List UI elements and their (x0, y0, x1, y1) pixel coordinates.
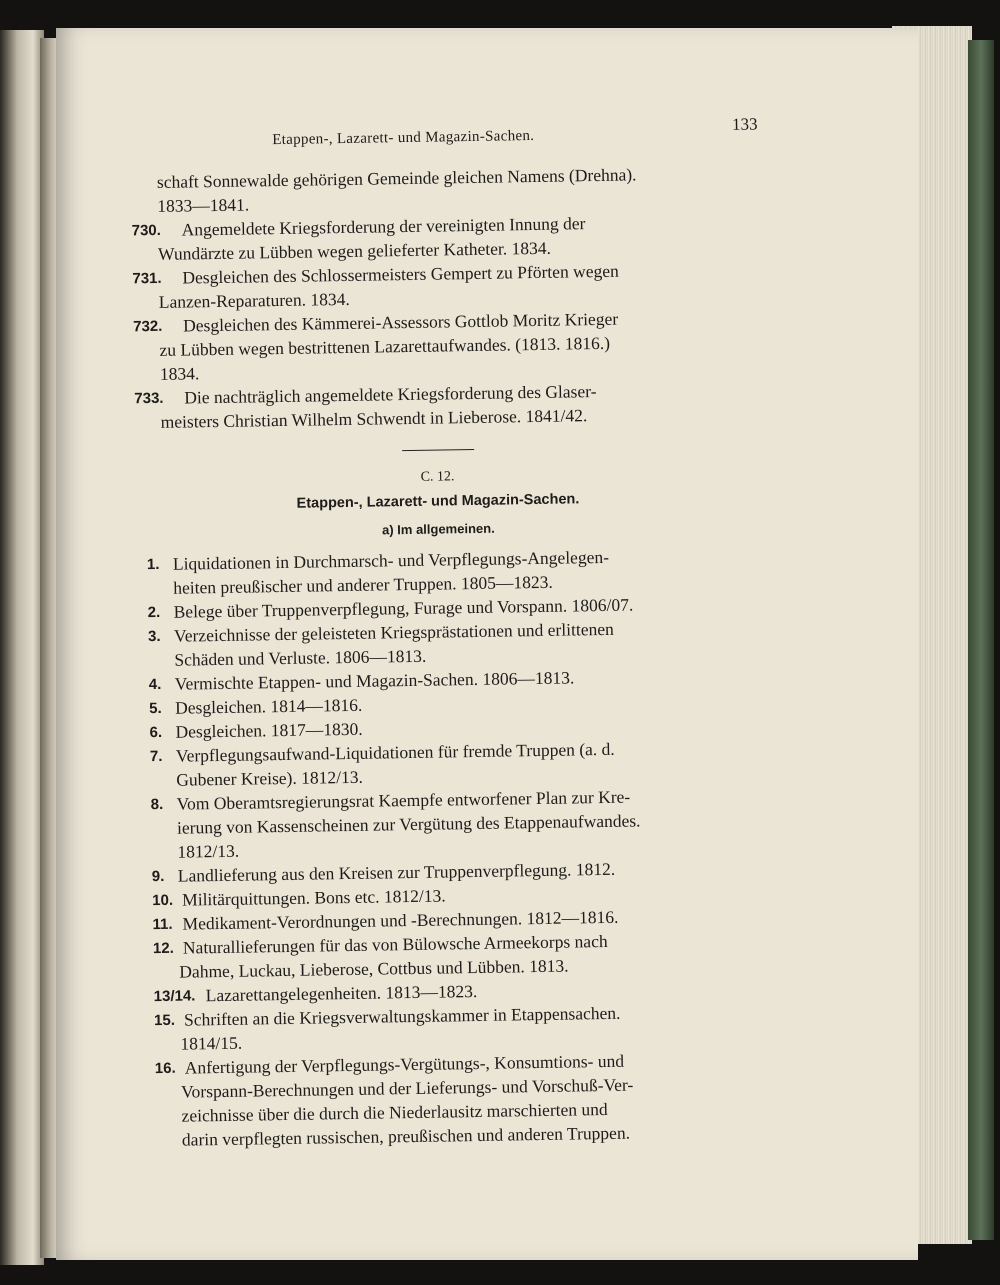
entry-line: Schäden und Verluste. 1806—1813. (174, 645, 427, 670)
entry-number: 16. (154, 1059, 176, 1078)
entry-line: Lanzen-Reparaturen. 1834. (158, 288, 350, 312)
entry-number: 7. (149, 747, 163, 766)
entry-line: Naturallieferungen für das von Bülowsche Armeekorps nach (182, 930, 608, 958)
entry-line: Anfertigung der Verpflegungs-Vergütungs-, Konsumtions- und (184, 1050, 625, 1078)
entry-line: Die nachträglich angemeldete Kriegsforderung des Glaser- (184, 381, 597, 408)
entry-line: Medikament-Verordnungen und -Berechnungen. 1812—1816. (182, 906, 619, 934)
entry-line: Verzeichnisse der geleisteten Kriegsprästationen und erlittenen (173, 618, 614, 646)
entry-number: 11. (152, 915, 173, 934)
entry-line: Desgleichen des Schlossermeisters Gempert zu Pförten wegen (182, 260, 619, 288)
entry-line: Angemeldete Kriegsforderung der vereinigten Innung der (181, 213, 586, 240)
entry-number: 2. (147, 603, 161, 622)
entry-line: Desgleichen. 1814—1816. (175, 694, 363, 718)
entry-line: Desgleichen. 1817—1830. (175, 718, 363, 742)
entry-number: 6. (149, 723, 163, 742)
entry-line: Liquidationen in Durchmarsch- und Verpflegungs-Angelegen- (172, 546, 610, 574)
entry-number: 5. (149, 699, 162, 718)
page-number: 133 (731, 114, 758, 134)
entry-number: 12. (152, 939, 174, 958)
entry-line: 1814/15. (180, 1032, 243, 1054)
entry-line: meisters Christian Wilhelm Schwendt in Lieberose. 1841/42. (160, 405, 588, 432)
entry-number: 730. (131, 221, 162, 240)
entry-line: darin verpflegten russischen, preußischen und anderen Truppen. (181, 1122, 631, 1150)
entry-line: Vermischte Etappen- und Magazin-Sachen. 1806—1813. (174, 667, 575, 694)
entry-line: Landlieferung aus den Kreisen zur Truppenverpflegung. 1812. (177, 858, 616, 886)
entry-line: heiten preußischer und anderer Truppen. 1805—1823. (173, 571, 553, 598)
section-divider (402, 449, 474, 451)
entry-line: Dahme, Luckau, Lieberose, Cottbus und Lübben. 1813. (179, 955, 569, 982)
entry-number: 15. (153, 1011, 176, 1030)
entry-number: 13/14. (153, 987, 196, 1006)
entry-number: 733. (134, 389, 164, 408)
entry-line: Vorspann-Berechnungen und der Lieferungs- und Vorschuß-Ver- (181, 1074, 634, 1102)
entry-line: 1834. (159, 363, 200, 384)
section-title: Etappen-, Lazarett- und Magazin-Sachen. (296, 491, 580, 512)
entry-line: Lazarettangelegenheiten. 1813—1823. (205, 980, 478, 1006)
entry-number: 10. (152, 891, 174, 910)
entry-line: Wundärzte zu Lübben wegen gelieferter Katheter. 1834. (157, 237, 552, 264)
entry-number: 3. (147, 627, 161, 646)
book-cover-board (968, 40, 994, 1240)
entry-line: Gubener Kreise). 1812/13. (176, 766, 364, 790)
entry-line: 1833—1841. (157, 194, 250, 216)
entry-line: zu Lübben wegen bestrittenen Lazarettaufwandes. (1813. 1816.) (159, 332, 611, 360)
entry-number: 4. (148, 675, 162, 694)
entry-line: Vom Oberamtsregierungsrat Kaempfe entworfener Plan zur Kre- (176, 786, 631, 814)
left-page-edge (0, 30, 44, 1265)
running-head: Etappen-, Lazarett- und Magazin-Sachen. (272, 127, 535, 149)
entry-line: schaft Sonnewalde gehörigen Gemeinde gleichen Namens (Drehna). (156, 164, 637, 192)
entry-line: Desgleichen des Kämmerei-Assessors Gottlob Moritz Krieger (183, 308, 619, 336)
entry-line: Militärquittungen. Bons etc. 1812/13. (182, 885, 446, 910)
entry-number: 732. (133, 317, 163, 336)
entry-line: Schriften an die Kriegsverwaltungskammer in Etappensachen. (183, 1002, 621, 1030)
entry-number: 8. (150, 795, 164, 814)
section-subtitle: a) Im allgemeinen. (381, 520, 495, 538)
entry-number: 1. (146, 555, 160, 574)
entry-number: 9. (151, 867, 165, 886)
entry-line: Verpflegungsaufwand-Liquidationen für fremde Truppen (a. d. (175, 738, 615, 766)
book-page (56, 28, 918, 1260)
entry-line: ierung von Kassenscheinen zur Vergütung des Etappenaufwandes. (176, 810, 641, 838)
entry-number: 731. (132, 269, 162, 288)
page-content (131, 114, 812, 1150)
entry-line: Belege über Truppenverpflegung, Furage und Vorspann. 1806/07. (173, 594, 634, 622)
entry-line: 1812/13. (177, 840, 240, 862)
section-label: C. 12. (420, 469, 455, 485)
entry-line: zeichnisse über die durch die Niederlausitz marschierten und (181, 1098, 608, 1126)
